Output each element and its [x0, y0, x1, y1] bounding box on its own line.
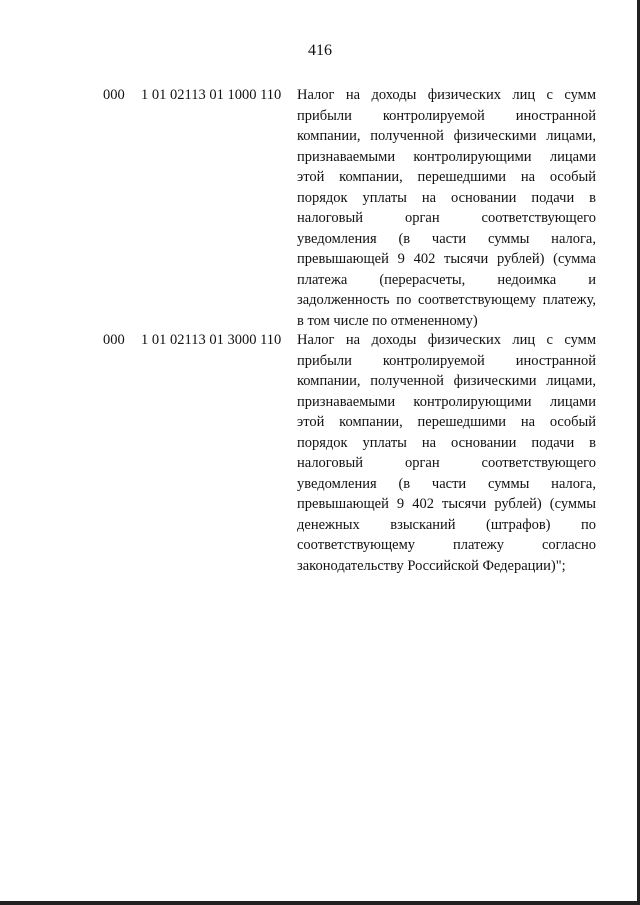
page-edge-bottom — [0, 901, 640, 905]
description-line: прибыли контролируемой иностранной — [297, 107, 596, 124]
admin-code: 000 — [103, 87, 125, 103]
budget-classification-code: 1 01 02113 01 3000 110 — [141, 332, 282, 348]
description-line: в том числе по отмененному) — [297, 312, 478, 329]
description-line: платежа (перерасчеты, недоимка и — [297, 271, 596, 288]
description-line: признаваемыми контролирующими лицами — [297, 148, 596, 165]
admin-code: 000 — [103, 332, 125, 348]
description-line: превышающей 9 402 тысячи рублей) (сумма — [297, 251, 596, 267]
description-line: задолженность по соответствующему платежу, — [297, 292, 596, 308]
description-line: порядок уплаты на основании подачи в — [297, 189, 596, 206]
description-line: компании, полученной физическими лицами, — [297, 128, 596, 144]
description-line: налоговый орган соответствующего — [297, 455, 596, 471]
description-line: прибыли контролируемой иностранной — [297, 352, 596, 369]
description-line: Налог на доходы физических лиц с сумм — [297, 332, 596, 348]
description-line: этой компании, перешедшими на особый — [297, 414, 596, 430]
description-line: порядок уплаты на основании подачи в — [297, 434, 596, 451]
page-number: 416 — [308, 42, 332, 59]
description-line: законодательству Российской Федерации)"; — [297, 557, 566, 574]
budget-classification-code: 1 01 02113 01 1000 110 — [141, 87, 282, 103]
entry-description — [297, 85, 596, 331]
description-line: компании, полученной физическими лицами, — [297, 373, 596, 389]
entry-description — [297, 330, 596, 576]
description-line: этой компании, перешедшими на особый — [297, 169, 596, 185]
description-line: соответствующему платежу согласно — [297, 537, 596, 553]
description-line: уведомления (в части суммы налога, — [297, 475, 596, 492]
description-line: превышающей 9 402 тысячи рублей) (суммы — [297, 496, 596, 512]
description-line: Налог на доходы физических лиц с сумм — [297, 87, 596, 103]
description-line: денежных взысканий (штрафов) по — [297, 516, 596, 533]
description-line: признаваемыми контролирующими лицами — [297, 393, 596, 410]
description-line: уведомления (в части суммы налога, — [297, 230, 596, 247]
description-line: налоговый орган соответствующего — [297, 210, 596, 226]
